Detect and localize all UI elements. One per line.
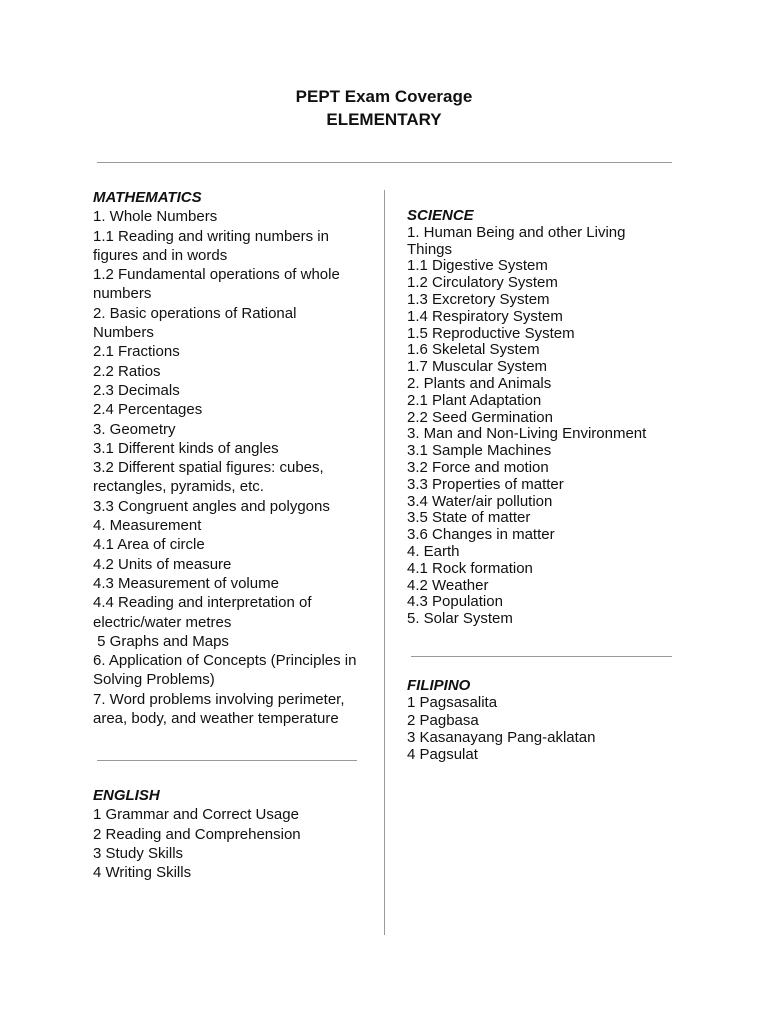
top-divider — [97, 162, 672, 163]
list-item: 2.4 Percentages — [93, 401, 203, 419]
list-item: 1.3 Excretory System — [407, 290, 550, 308]
math-english-divider — [97, 760, 357, 761]
list-item: 3.3 Congruent angles and polygons — [93, 497, 330, 515]
list-item: 3.4 Water/air pollution — [407, 492, 553, 510]
list-item: 4.4 Reading and interpretation of electric/water metres — [93, 594, 312, 631]
list-item: 2. Basic operations of Rational Numbers — [93, 304, 297, 342]
list-item: 4. Measurement — [93, 517, 202, 535]
page-title: PEPT Exam Coverage — [295, 87, 473, 106]
list-item: 3.3 Properties of matter — [407, 475, 564, 493]
page-subtitle: ELEMENTARY — [326, 110, 442, 129]
list-item: 1.5 Reproductive System — [407, 324, 575, 342]
list-item: 3 Study Skills — [93, 844, 184, 862]
mathematics-heading: MATHEMATICS — [93, 189, 202, 206]
list-item: 3.5 State of matter — [407, 509, 531, 527]
list-item: 3.1 Sample Machines — [407, 442, 552, 460]
list-item: 1.4 Respiratory System — [407, 307, 563, 325]
column-divider — [384, 190, 385, 935]
list-item: 3.1 Different kinds of angles — [93, 439, 279, 457]
list-item: 4.2 Weather — [407, 576, 489, 594]
list-item: 4 Writing Skills — [93, 864, 192, 882]
science-filipino-divider — [411, 656, 672, 657]
list-item: 6. Application of Concepts (Principles in Solving Problems) — [93, 652, 357, 689]
list-item: 4.2 Units of measure — [93, 555, 232, 573]
list-item: 3. Geometry — [93, 420, 176, 438]
list-item: 1 Pagsasalita — [407, 694, 498, 712]
list-item: 2. Plants and Animals — [407, 374, 552, 392]
science-section — [407, 208, 672, 628]
list-item: 4.1 Area of circle — [93, 536, 205, 554]
list-item: 1.6 Skeletal System — [407, 341, 540, 359]
english-section — [93, 786, 358, 882]
english-heading: ENGLISH — [93, 787, 160, 804]
list-item: 1 Grammar and Correct Usage — [93, 806, 299, 824]
list-item: 3. Man and Non-Living Environment — [407, 425, 647, 443]
list-item: 5 Graphs and Maps — [93, 632, 229, 650]
list-item: 1. Human Being and other Living Things — [407, 223, 626, 258]
list-item: 1.1 Reading and writing numbers in figures and in words — [93, 227, 329, 264]
list-item: 2.3 Decimals — [93, 381, 180, 399]
english-list — [93, 805, 358, 882]
list-item: 1.1 Digestive System — [407, 257, 548, 275]
list-item: 3.2 Different spatial figures: cubes, rectangles, pyramids, etc. — [93, 459, 324, 496]
filipino-section — [407, 677, 672, 763]
list-item: 1.7 Muscular System — [407, 358, 548, 376]
list-item: 1. Whole Numbers — [93, 208, 218, 226]
filipino-list — [407, 694, 672, 763]
list-item: 4 Pagsulat — [407, 746, 478, 764]
mathematics-list — [93, 207, 358, 728]
list-item: 7. Word problems involving perimeter, area, body, and weather temperature — [93, 690, 345, 728]
list-item: 4.3 Population — [407, 593, 503, 611]
list-item: 2 Pagbasa — [407, 711, 479, 729]
list-item: 4.1 Rock formation — [407, 559, 533, 577]
mathematics-section — [93, 188, 358, 728]
list-item: 2.2 Ratios — [93, 362, 161, 380]
list-item: 2.1 Plant Adaptation — [407, 391, 542, 409]
list-item: 1.2 Fundamental operations of whole numbers — [93, 266, 340, 303]
list-item: 3.6 Changes in matter — [407, 526, 555, 544]
list-item: 3.2 Force and motion — [407, 458, 549, 476]
science-heading: SCIENCE — [407, 207, 474, 224]
list-item: 3 Kasanayang Pang-aklatan — [407, 728, 596, 746]
list-item: 4. Earth — [407, 542, 460, 560]
list-item: 5. Solar System — [407, 610, 513, 628]
science-list — [407, 225, 672, 628]
list-item: 4.3 Measurement of volume — [93, 574, 279, 592]
list-item: 2 Reading and Comprehension — [93, 825, 301, 843]
filipino-heading: FILIPINO — [407, 677, 471, 694]
list-item: 2.2 Seed Germination — [407, 408, 553, 426]
list-item: 1.2 Circulatory System — [407, 274, 558, 292]
list-item: 2.1 Fractions — [93, 343, 180, 361]
